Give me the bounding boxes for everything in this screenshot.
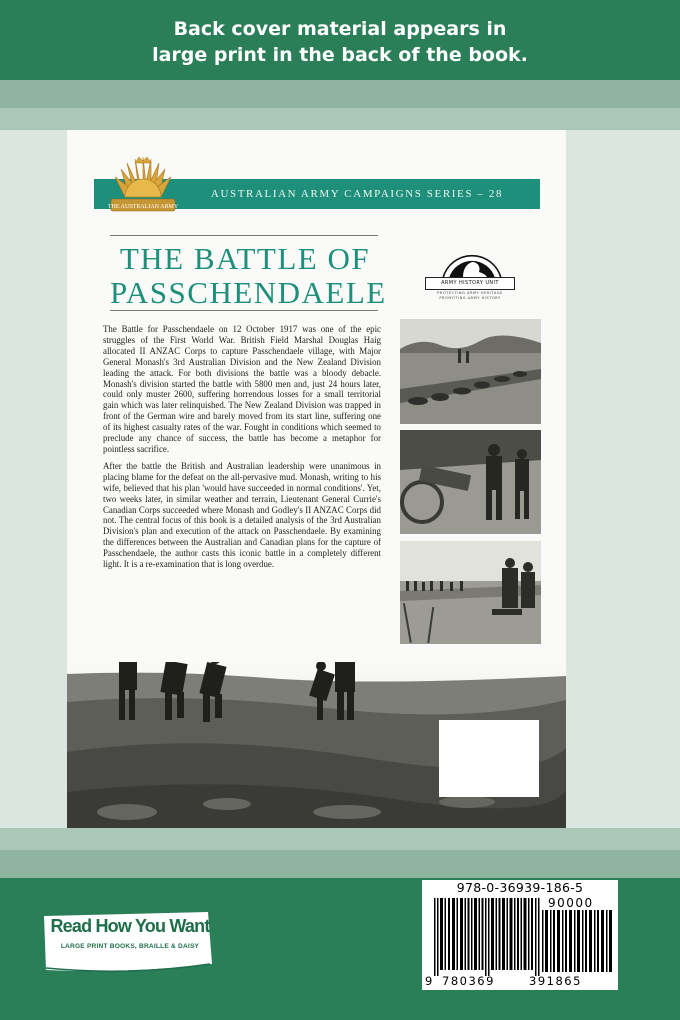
blurb-paragraph: The Battle for Passchendaele on 12 October 1917 was one of the epic struggles of the First World War. British Field Marshal Douglas Haig allocated II ANZAC Corps to capture Passchendaele village, with Major General Monash's 3rd Australian Division and the New Zealand Division leading the attack. For both divisions the battle was a bloody debacle. Monash's division started the battle with 5800 men and, just 24 hours later, could only muster 2600, suffering horrendous losses for a small territorial gain which was later relinquished. The New Zealand Division was trapped in front of the German wire and barely moved from its start line, suffering one of its highest casualty rates of the war. Fought in conditions which seemed to preclude any chance of success, the battle has become a metaphor for pointless sacrifice. [103,324,381,454]
blurb-paragraph: After the battle the British and Australian leadership were unanimous in placing blame for the defeat on the all-pervasive mud. Monash, writing to his wife, believed that his plan 'would have succeeded in normal conditions'. Yet, two weeks later, in similar weather and terrain, Lieutenant General Currie's Canadian Corps succeeded where Monash and Godley's II ANZAC Corps did not. The central focus of this book is a detailed analysis of the 3rd Australian Division's plan and execution of the attack on Passchendaele. By examining the differences between the Australian and Canadian plans for the capture of Passchendaele, the author casts this iconic battle in a completely different light. It is a re-examination that is long overdue. [103,460,381,570]
title-rule [110,235,378,236]
tagline-line: PROTECTING ARMY HERITAGE [437,291,503,295]
tagline-line: PROMOTING ARMY HISTORY [439,296,501,300]
stripe [0,108,680,130]
photo-soldiers-line [400,319,541,424]
barcode-placeholder [439,720,539,797]
book-title-line-2: PASSCHENDAELE [110,275,387,310]
banner-line-1: Back cover material appears in [173,18,507,40]
photo-artillery [400,430,541,534]
rising-sun-badge-icon [105,155,181,221]
isbn-barcode-panel [422,880,618,990]
stripe [0,80,680,108]
banner-line-2: large print in the back of the book. [152,44,528,66]
isbn-number: 978-0-36939-186-5 [456,880,584,895]
barcode-icon [434,896,542,976]
ean-group-1: 780369 [442,974,495,988]
publisher-tagline [427,291,513,301]
top-banner [0,0,680,80]
stripe [0,828,680,850]
photo-troops-advancing [400,541,541,644]
ean-group-2: 391865 [529,974,582,988]
book-title-line-1: THE BATTLE OF [119,241,371,276]
publisher-name: Read How You Want [50,916,210,936]
crest-ribbon-text: THE AUSTRALIAN ARMY [107,204,179,210]
price-code: 90000 [548,896,594,910]
book-back-cover [67,130,566,828]
stripe [0,850,680,878]
series-title: AUSTRALIAN ARMY CAMPAIGNS SERIES – 28 [210,188,504,200]
blurb-text [103,324,381,576]
publisher-subtitle: LARGE PRINT BOOKS, BRAILLE & DAISY [60,943,200,950]
publisher-label: ARMY HISTORY UNIT [425,277,515,290]
title-rule [110,310,378,311]
addon-barcode-icon [542,910,616,972]
ean-first-digit: 9 [425,974,433,988]
